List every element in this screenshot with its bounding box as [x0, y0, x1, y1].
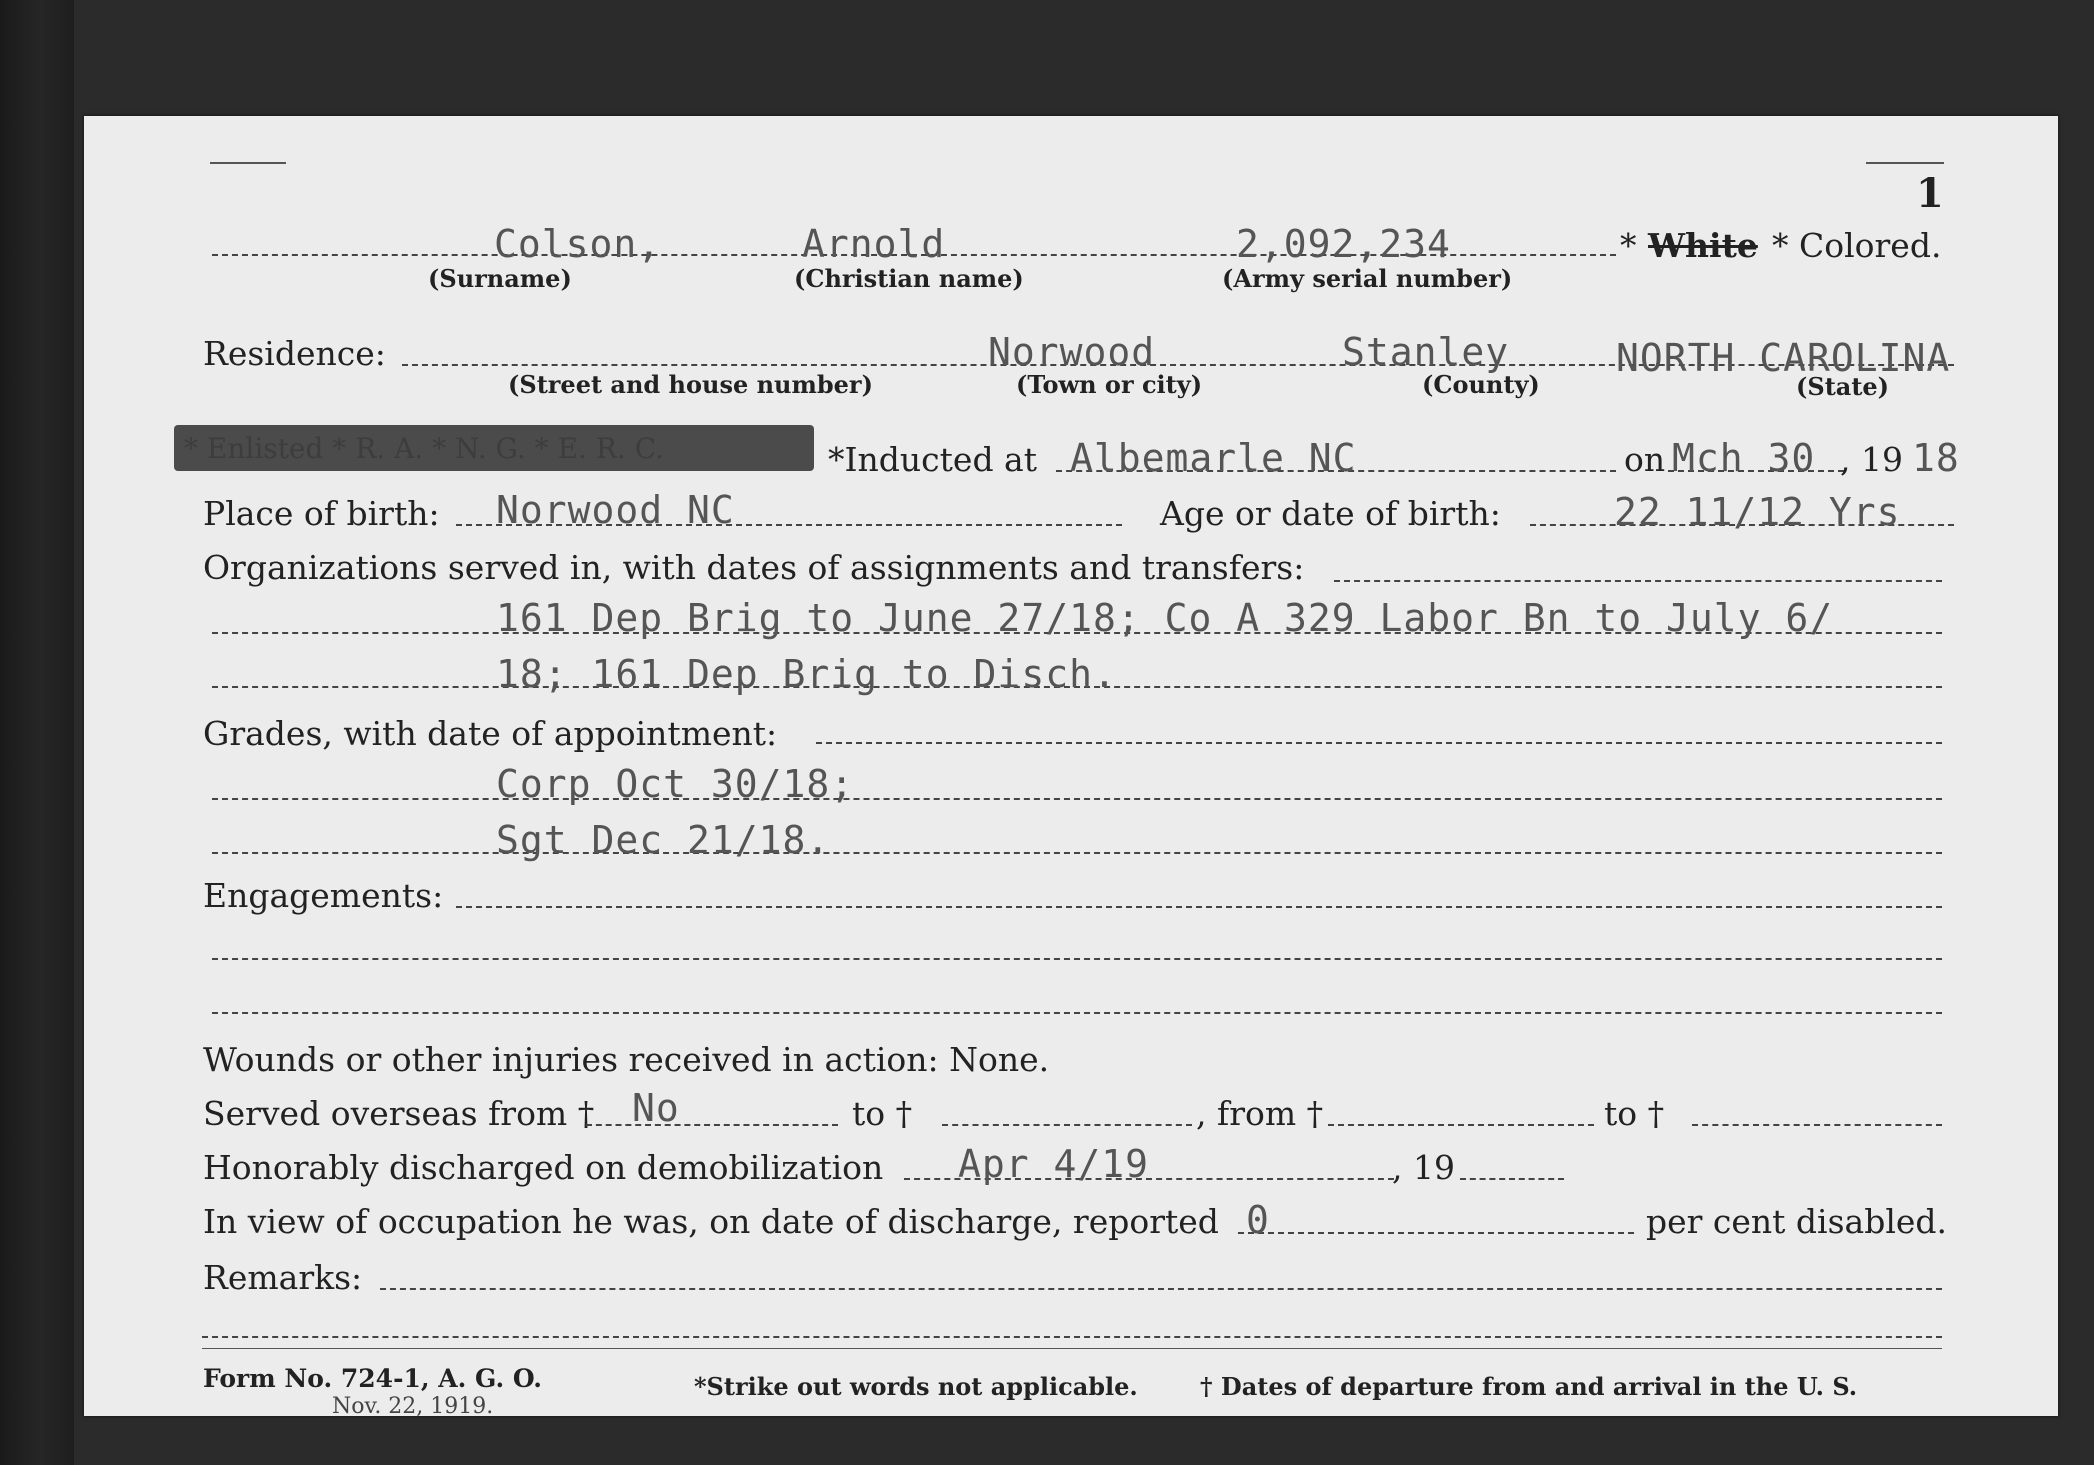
- disability-line: [1238, 1232, 1634, 1234]
- birthplace-label: Place of birth:: [203, 494, 440, 533]
- discharge-year-label: , 19: [1392, 1148, 1455, 1187]
- overseas-from-line: [586, 1124, 838, 1126]
- disability-suffix: per cent disabled.: [1646, 1202, 1948, 1241]
- christian-name-caption: (Christian name): [794, 264, 1024, 293]
- colored-label: * Colored.: [1772, 226, 1942, 265]
- footer-rule: [202, 1348, 1942, 1349]
- grades-line-2: [212, 852, 1942, 854]
- race-star: *: [1620, 226, 1637, 265]
- remarks-line-1: [202, 1336, 1942, 1338]
- grades-line-0: [816, 742, 1942, 744]
- footnote-strike: *Strike out words not applicable.: [694, 1372, 1138, 1401]
- discharge-year-line: [1460, 1178, 1564, 1180]
- residence-label: Residence:: [203, 334, 386, 373]
- discharge-date-value: Apr 4/19: [958, 1142, 1150, 1186]
- form-number: Form No. 724-1, A. G. O.: [203, 1364, 542, 1393]
- engagements-label: Engagements:: [203, 876, 444, 915]
- serial-number-value: 2,092,234: [1236, 222, 1451, 266]
- birthplace-value: Norwood NC: [496, 488, 735, 532]
- town-caption: (Town or city): [1016, 370, 1203, 399]
- discharge-label: Honorably discharged on demobilization: [203, 1148, 884, 1187]
- overseas-value: No: [632, 1086, 680, 1130]
- grade-value-1: Corp Oct 30/18;: [496, 762, 855, 806]
- enlisted-struck-text: * Enlisted * R. A. * N. G. * E. R. C.: [184, 432, 665, 465]
- occupation-label: In view of occupation he was, on date of discharge, reported: [203, 1202, 1219, 1241]
- inducted-date-value: Mch 30: [1672, 436, 1816, 480]
- grades-label: Grades, with date of appointment:: [203, 714, 778, 753]
- form-date: Nov. 22, 1919.: [332, 1394, 494, 1419]
- top-left-rule: [210, 162, 286, 164]
- top-right-rule: [1866, 162, 1944, 164]
- overseas-to2-line: [1692, 1124, 1942, 1126]
- christian-name-value: Arnold: [802, 222, 946, 266]
- state-value: NORTH CAROLINA: [1616, 336, 1951, 380]
- serial-caption: (Army serial number): [1222, 264, 1513, 293]
- overseas-to-line: [942, 1124, 1192, 1126]
- organizations-label: Organizations served in, with dates of assignments and transfers:: [203, 548, 1305, 587]
- overseas-to-label: to †: [852, 1094, 913, 1133]
- overseas-from2-line: [1328, 1124, 1594, 1126]
- year-suffix-value: 18: [1912, 436, 1960, 480]
- footnote-dates: † Dates of departure from and arrival in the U. S.: [1200, 1372, 1858, 1401]
- engagements-line-0: [456, 906, 1942, 908]
- county-value: Stanley: [1342, 330, 1510, 374]
- organizations-line-0: [1334, 580, 1942, 582]
- state-caption: (State): [1796, 372, 1890, 401]
- organizations-value-1: 161 Dep Brig to June 27/18; Co A 329 Labor Bn to July 6/: [496, 596, 1834, 640]
- overseas-label: Served overseas from †: [203, 1094, 595, 1133]
- grades-line-1: [212, 798, 1942, 800]
- organizations-value-2: 18; 161 Dep Brig to Disch.: [496, 652, 1117, 696]
- card-number: 1: [1916, 170, 1944, 217]
- surname-caption: (Surname): [428, 264, 572, 293]
- inducted-place-value: Albemarle NC: [1070, 436, 1357, 480]
- engagements-line-1: [212, 958, 1942, 960]
- white-label: White: [1648, 226, 1758, 265]
- on-label: on: [1624, 440, 1666, 479]
- remarks-line-0: [380, 1288, 1942, 1290]
- overseas-from2-label: , from †: [1196, 1094, 1324, 1133]
- remarks-label: Remarks:: [203, 1258, 363, 1297]
- grade-value-2: Sgt Dec 21/18.: [496, 818, 831, 862]
- wounds-label: Wounds or other injuries received in action: None.: [203, 1040, 1050, 1079]
- surname-value: Colson,: [494, 222, 662, 266]
- age-value: 22 11/12 Yrs: [1614, 490, 1901, 534]
- engagements-line-2: [212, 1012, 1942, 1014]
- year-prefix: , 19: [1840, 440, 1903, 479]
- disability-value: 0: [1246, 1198, 1270, 1242]
- inducted-label: *Inducted at: [828, 440, 1037, 479]
- street-caption: (Street and house number): [508, 370, 873, 399]
- binder-edge: [0, 0, 74, 1465]
- overseas-to2-label: to †: [1604, 1094, 1665, 1133]
- county-caption: (County): [1422, 370, 1540, 399]
- town-value: Norwood: [988, 330, 1156, 374]
- age-label: Age or date of birth:: [1160, 494, 1501, 533]
